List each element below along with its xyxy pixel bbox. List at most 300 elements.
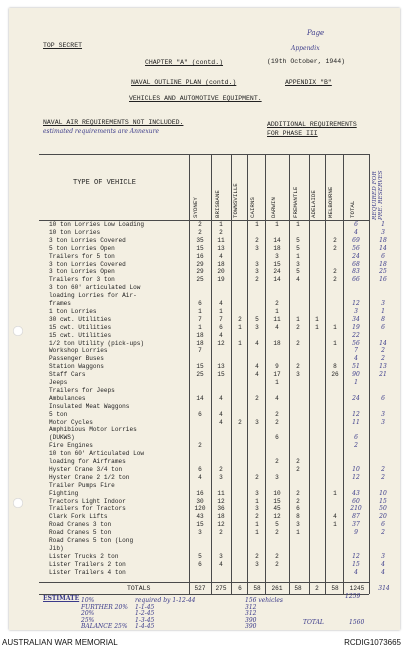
cell-value: 4 [255,339,259,347]
cell-value: 5 [296,268,300,276]
vehicle-type: frames [49,300,71,307]
cell-value: 1 [296,252,300,260]
table-row [9,499,400,505]
cell-value: 2 [275,458,279,465]
total-cell: 275 [215,585,227,592]
cell-value: 2 [275,560,279,568]
vehicle-type: Jib) [49,544,64,552]
cell-value: 3 [219,473,223,481]
table-row [9,483,400,489]
cell-value: 43 [196,513,204,521]
cell-value: 16 [196,252,204,260]
cell-value: 2 [296,465,300,473]
cell-total: 210 [350,505,362,513]
cell-value: 6 [198,300,202,307]
cell-value: 16 [196,489,204,497]
cell-value: 1 [296,221,300,228]
cell-value: 2 [198,442,202,450]
table-row [9,435,400,441]
cell-required: 2 [381,355,385,363]
cell-value: 4 [219,300,223,307]
cell-total: 11 [352,418,360,426]
cell-value: 2 [333,268,337,276]
cell-value: 2 [238,418,242,426]
cell-required: 21 [379,371,387,379]
cell-value: 9 [275,363,279,371]
cell-value: 2 [296,497,300,505]
cell-value: 5 [275,521,279,529]
vehicle-type: Lister Trucks 2 ton [49,552,119,560]
vehicle-type: (DUKWS) [49,434,75,442]
cell-value: 1 [296,315,300,323]
cell-value: 15 [273,260,281,268]
cell-value: 2 [219,228,223,236]
cell-value: 13 [217,363,225,371]
cell-total: 12 [352,473,360,481]
vehicle-type: Road Cranes 3 ton [49,521,112,529]
cell-total: 37 [352,521,360,529]
table-row [9,451,400,457]
cell-total: 19 [352,323,360,331]
cell-total: 66 [352,276,360,284]
cell-value: 2 [275,418,279,426]
cell-value: 2 [255,394,259,402]
cell-value: 5 [198,552,202,560]
cell-value: 5 [296,244,300,252]
cell-value: 1 [333,323,337,331]
col-fremantle: FREMANTLE [292,186,299,218]
cell-required: 6 [381,394,385,402]
cell-value: 4 [198,473,202,481]
cell-required: 3 [381,410,385,418]
cell-required: 4 [381,568,385,576]
cell-value: 12 [273,513,281,521]
estimate-vehicles: 390 [245,616,257,624]
estimate-date: 1-3-45 [135,616,155,624]
cell-total: 4 [354,568,358,576]
cell-total: 12 [352,552,360,560]
table-row [9,230,400,236]
cell-value: 3 [255,560,259,568]
cell-value: 14 [273,276,281,284]
cell-value: 2 [198,228,202,236]
cell-required: 3 [381,300,385,307]
cell-total: 10 [352,465,360,473]
cell-value: 2 [219,529,223,537]
cell-value: 2 [238,315,242,323]
cell-required: 1 [381,307,385,315]
estimate-percent: 10% [81,597,95,604]
table-row [9,459,400,465]
cell-required: 3 [381,552,385,560]
vehicle-type: 10 ton 60' Articulated Low [49,450,145,458]
cell-total: 24 [352,394,360,402]
cell-value: 2 [198,221,202,228]
table-row [9,546,400,552]
table-row [9,562,400,568]
table-row [9,396,400,402]
cell-value: 1 [238,323,242,331]
table-row [9,262,400,268]
cell-value: 15 [217,371,225,379]
cell-value: 4 [219,252,223,260]
estimate-date: 1-1-45 [135,603,155,611]
cell-value: 15 [273,497,281,505]
cell-total: 9 [354,529,358,537]
cell-required: 20 [379,513,387,521]
estimate-vehicles: 156 vehicles [245,597,283,604]
cell-value: 10 [273,489,281,497]
cell-value: 15 [196,363,204,371]
vehicle-type: 30 cwt. Utilities [49,315,112,323]
totals-bottom-rule [39,594,369,595]
vehicle-type: Workshop Lorries [49,347,108,355]
vehicle-type: Road Cranes 5 ton (Long [49,537,134,544]
cell-value: 11 [217,236,225,244]
cell-value: 3 [255,418,259,426]
cell-value: 14 [196,394,204,402]
estimate-vehicles: 312 [245,603,257,611]
estimate-date: 1-4-45 [135,623,155,630]
cell-value: 17 [273,371,281,379]
cell-value: 1 [238,339,242,347]
cell-required: 2 [381,465,385,473]
table-row [9,443,400,449]
total-cell: 1245 [349,585,365,592]
cell-total: 60 [352,497,360,505]
vehicle-type: 3 ton Lorries Covered [49,236,126,244]
table-row [9,254,400,260]
cell-required: 14 [379,244,387,252]
cell-value: 3 [255,268,259,276]
type-of-vehicle-header: TYPE OF VEHICLE [73,179,137,187]
estimate-percent: BALANCE 25% [81,623,128,630]
cell-value: 35 [196,236,204,244]
handwritten-estimate-note: estimated requirements are Annexure [43,128,160,135]
cell-value: 4 [219,394,223,402]
cell-total: 1 [354,379,358,386]
cell-required: 14 [379,339,387,347]
cell-required: 4 [381,560,385,568]
cell-value: 6 [198,410,202,418]
cell-total: 4 [354,355,358,363]
table-row [9,301,400,307]
table-row [9,246,400,252]
total-cell: 6 [238,585,242,592]
estimate-vehicles: 390 [245,623,257,630]
cell-required: 13 [379,363,387,371]
cell-total: 6 [354,434,358,442]
vehicle-type: 1 ton Lorries [49,307,97,315]
cell-value: 4 [219,560,223,568]
cell-required: 25 [379,268,387,276]
cell-value: 30 [196,497,204,505]
cell-value: 2 [219,465,223,473]
table-row [9,404,400,410]
col-total: TOTAL [349,200,356,218]
cell-required: 16 [379,276,387,284]
vehicle-type: Trailers for 3 ton [49,276,115,284]
cell-value: 3 [219,552,223,560]
cell-value: 7 [198,315,202,323]
cell-value: 15 [196,244,204,252]
cell-value: 1 [255,497,259,505]
col-required-reserves: REQUIRED FOR PRE. RESERVES [372,170,384,220]
cell-value: 3 [296,260,300,268]
table-row [9,554,400,560]
cell-value: 3 [255,244,259,252]
totals-top-rule [39,582,369,583]
table-row [9,538,400,544]
table-row [9,475,400,481]
vehicle-type: Road Cranes 5 ton [49,529,112,537]
cell-value: 3 [255,260,259,268]
classification: TOP SECRET [43,42,83,49]
cell-value: 3 [255,505,259,513]
cell-value: 8 [296,513,300,521]
cell-value: 6 [219,323,223,331]
cell-value: 2 [275,529,279,537]
cell-value: 5 [255,315,259,323]
table-row [9,491,400,497]
table-row [9,467,400,473]
cell-total: 22 [352,331,360,339]
cell-value: 2 [333,244,337,252]
cell-value: 4 [255,371,259,379]
estimate-percent: 20% [81,610,95,618]
col-brisbane: BRISBANE [214,190,221,218]
cell-value: 18 [217,513,225,521]
cell-value: 18 [273,244,281,252]
cell-value: 1 [275,307,279,315]
estimate-percent: 25% [81,616,95,624]
cell-value: 4 [333,513,337,521]
cell-value: 2 [275,552,279,560]
cell-value: 2 [255,276,259,284]
cell-value: 1 [255,221,259,228]
naval-air-note: NAVAL AIR REQUIREMENTS NOT INCLUDED. [43,119,184,126]
cell-value: 18 [196,331,204,339]
cell-value: 1 [315,315,319,323]
vehicle-type: Clark Fork Lifts [49,513,108,521]
total-required: 314 [378,585,390,592]
cell-value: 18 [196,339,204,347]
estimate-total-value: 1560 [349,619,365,626]
cell-value: 4 [296,276,300,284]
table-row [9,364,400,370]
cell-total: 15 [352,560,360,568]
table-row [9,333,400,339]
table-row [9,388,400,394]
table-row [9,514,400,520]
cell-value: 1 [333,339,337,347]
cell-total: 51 [352,363,360,371]
col-townsville: TOWNSVILLE [232,183,239,218]
cell-value: 3 [255,489,259,497]
vehicle-type: 10 ton Lorries [49,228,101,236]
cell-value: 14 [273,236,281,244]
vehicle-type: Motor Cycles [49,418,93,426]
table-row [9,380,400,386]
cell-required: 10 [379,489,387,497]
cell-required: 15 [379,497,387,505]
vehicle-type: Lister Trailers 2 ton [49,560,126,568]
cell-required: 18 [379,260,387,268]
vehicle-type: Fighting [49,489,79,497]
cell-value: 26 [331,371,339,379]
cell-value: 2 [296,339,300,347]
cell-value: 36 [217,505,225,513]
vehicle-type: 1/2 ton Utility (pick-ups) [49,339,145,347]
vehicle-type: Hyster Crane 3/4 ton [49,465,123,473]
cell-total: 69 [352,236,360,244]
cell-value: 7 [219,315,223,323]
handwritten-appendix-note: Appendix [291,45,320,52]
vehicle-type: 10 ton Lorries Low Loading [49,221,145,228]
cell-value: 29 [196,260,204,268]
col-adelaide: ADELAIDE [310,190,317,218]
cell-value: 1 [198,323,202,331]
vehicle-type: 5 ton [49,410,68,418]
cell-total: 56 [352,244,360,252]
cell-value: 6 [275,434,279,442]
table-row [9,372,400,378]
cell-value: 1 [333,489,337,497]
cell-value: 2 [333,236,337,244]
cell-value: 6 [296,505,300,513]
table-row [9,348,400,354]
table-row [9,222,400,228]
cell-required: 2 [381,473,385,481]
vehicle-type: 3 ton Lorries Covered [49,260,126,268]
cell-required: 2 [381,347,385,355]
vehicle-type: Trailers for Jeeps [49,386,115,394]
table-row [9,427,400,433]
plan-title: NAVAL OUTLINE PLAN (contd.) [131,79,237,86]
total-cell: 58 [294,585,302,592]
vehicle-type: Staff Cars [49,371,86,379]
vehicle-type: Jeeps [49,379,68,386]
totals-handwritten: 1259 [345,593,361,600]
appendix-label: APPENDIX "B" [285,79,332,86]
cell-total: 43 [352,489,360,497]
cell-value: 45 [273,505,281,513]
table-row [9,530,400,536]
cell-value: 1 [219,307,223,315]
cell-total: 83 [352,268,360,276]
cell-total: 12 [352,300,360,307]
vehicle-type: loading Lorries for Air- [49,292,137,300]
cell-value: 2 [255,473,259,481]
estimate-total-label: TOTAL [303,619,324,626]
cell-required: 6 [381,323,385,331]
vehicle-type: Ambulances [49,394,86,402]
cell-value: 19 [217,276,225,284]
cell-value: 1 [275,221,279,228]
cell-value: 5 [296,236,300,244]
table-row [9,293,400,299]
cell-value: 12 [217,497,225,505]
cell-required: 1 [381,221,385,228]
total-cell: 527 [194,585,206,592]
cell-value: 3 [198,529,202,537]
table-row [9,522,400,528]
cell-total: 12 [352,410,360,418]
cell-required: 2 [381,529,385,537]
vehicle-type: 15 cwt. Utilities [49,331,112,339]
total-cell: 58 [253,585,261,592]
estimate-date: required by 1-12-44 [135,597,196,604]
cell-total: 90 [352,371,360,379]
cell-value: 4 [219,331,223,339]
cell-required: 18 [379,236,387,244]
vehicle-type: Fire Engines [49,442,93,450]
vehicle-type: Insulated Meat Waggons [49,402,130,410]
vehicle-type: Tractors Light Indoor [49,497,126,505]
section-title: VEHICLES AND AUTOMOTIVE EQUIPMENT. [129,95,262,102]
cell-value: 4 [219,410,223,418]
cell-value: 1 [255,529,259,537]
table-row [9,420,400,426]
col-sydney: SYDNEY [192,197,199,218]
table-row [9,570,400,576]
cell-required: 50 [379,505,387,513]
estimate-label: ESTIMATE [43,595,80,602]
vehicle-type: Hyster Crane 2 1/2 ton [49,473,130,481]
vehicle-type: Station Waggons [49,363,104,371]
cell-total: 56 [352,339,360,347]
cell-value: 2 [255,513,259,521]
table-row [9,356,400,362]
cell-value: 2 [296,489,300,497]
table-row [9,412,400,418]
cell-value: 25 [196,371,204,379]
cell-total: 68 [352,260,360,268]
total-cell: 2 [315,585,319,592]
cell-required: 6 [381,252,385,260]
cell-value: 1 [333,521,337,529]
cell-value: 18 [217,260,225,268]
cell-value: 4 [219,418,223,426]
cell-value: 4 [275,323,279,331]
document-page [9,8,400,630]
vehicle-type: Amphibious Motor Lorries [49,426,137,434]
chapter-heading: CHAPTER "A" (contd.) [145,59,224,66]
col-darwin: DARWIN [270,197,277,218]
cell-value: 2 [333,276,337,284]
table-top-rule [39,154,369,155]
vehicle-type: Trailers for Tractors [49,505,126,513]
cell-total: 34 [352,315,360,323]
cell-value: 18 [273,339,281,347]
table-row [9,309,400,315]
cell-value: 29 [196,268,204,276]
col-cairns: CAIRNS [249,197,256,218]
cell-value: 20 [217,268,225,276]
cell-value: 25 [196,276,204,284]
cell-value: 1 [255,521,259,529]
table-row [9,317,400,323]
cell-value: 3 [296,371,300,379]
vehicle-type: 5 ton Lorries Open [49,244,115,252]
cell-value: 1 [219,221,223,228]
cell-value: 15 [196,521,204,529]
footer-id: RCDIG1073665 [344,638,401,647]
cell-value: 2 [275,300,279,307]
footer-source: AUSTRALIAN WAR MEMORIAL [2,638,118,647]
cell-value: 6 [198,465,202,473]
estimate-vehicles: 312 [245,610,257,618]
